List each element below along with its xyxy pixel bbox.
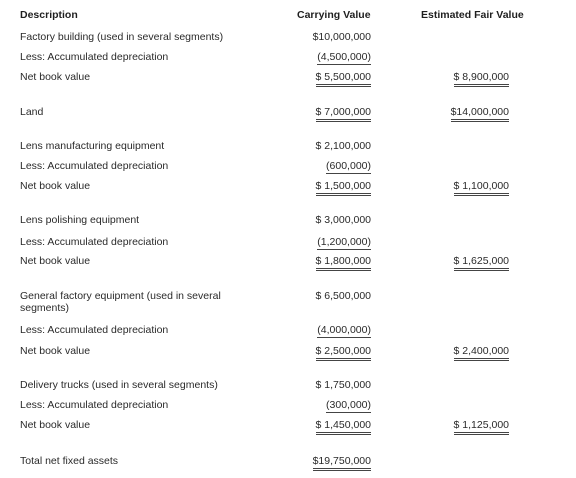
row-carrying-value: $ 2,500,000 <box>316 345 371 361</box>
row-carrying-value: $ 6,500,000 <box>315 290 371 302</box>
row-carrying-value: (300,000) <box>326 399 371 411</box>
row-fair-value: $ 1,100,000 <box>454 180 509 196</box>
row-fair-value: $ 1,625,000 <box>454 255 509 271</box>
row-carrying-value: (1,200,000) <box>317 236 371 248</box>
row-description: Less: Accumulated depreciation <box>20 399 169 411</box>
row-description: Net book value <box>20 255 91 267</box>
row-fair-value: $ 2,400,000 <box>454 345 509 361</box>
row-description: Total net fixed assets <box>20 455 119 467</box>
row-carrying-value: $ 1,450,000 <box>316 419 371 435</box>
header-carrying-value: Carrying Value <box>297 9 371 21</box>
row-description: Less: Accumulated depreciation <box>20 236 169 248</box>
row-carrying-value: $ 1,750,000 <box>315 379 371 391</box>
row-description: Net book value <box>20 180 91 192</box>
header-estimated-fair-value: Estimated Fair Value <box>421 9 524 21</box>
row-carrying-value: $ 2,100,000 <box>315 140 371 152</box>
row-description: Net book value <box>20 71 91 83</box>
row-description: Less: Accumulated depreciation <box>20 51 169 63</box>
row-description: Less: Accumulated depreciation <box>20 160 169 172</box>
row-description: Land <box>20 106 44 118</box>
row-fair-value: $14,000,000 <box>451 106 509 122</box>
total-carrying-value: $19,750,000 <box>313 455 371 471</box>
row-description: Net book value <box>20 345 91 357</box>
row-carrying-value: (600,000) <box>326 160 371 172</box>
row-description: Factory building (used in several segments) <box>20 31 224 43</box>
row-fair-value: $ 8,900,000 <box>454 71 509 87</box>
row-carrying-value: $10,000,000 <box>312 31 371 43</box>
row-description: General factory equipment (used in several segments) <box>20 290 221 314</box>
row-description: Net book value <box>20 419 91 431</box>
row-carrying-value: (4,000,000) <box>317 324 371 336</box>
row-carrying-value: (4,500,000) <box>317 51 371 63</box>
row-carrying-value: $ 3,000,000 <box>315 214 371 226</box>
row-carrying-value: $ 1,800,000 <box>316 255 371 271</box>
row-fair-value: $ 1,125,000 <box>454 419 509 435</box>
row-description: Lens manufacturing equipment <box>20 140 165 152</box>
row-carrying-value: $ 1,500,000 <box>316 180 371 196</box>
row-description: Less: Accumulated depreciation <box>20 324 169 336</box>
header-description: Description <box>20 9 78 21</box>
row-description: Delivery trucks (used in several segments) <box>20 379 218 391</box>
row-carrying-value: $ 7,000,000 <box>316 106 371 122</box>
row-carrying-value: $ 5,500,000 <box>316 71 371 87</box>
row-description: Lens polishing equipment <box>20 214 140 226</box>
